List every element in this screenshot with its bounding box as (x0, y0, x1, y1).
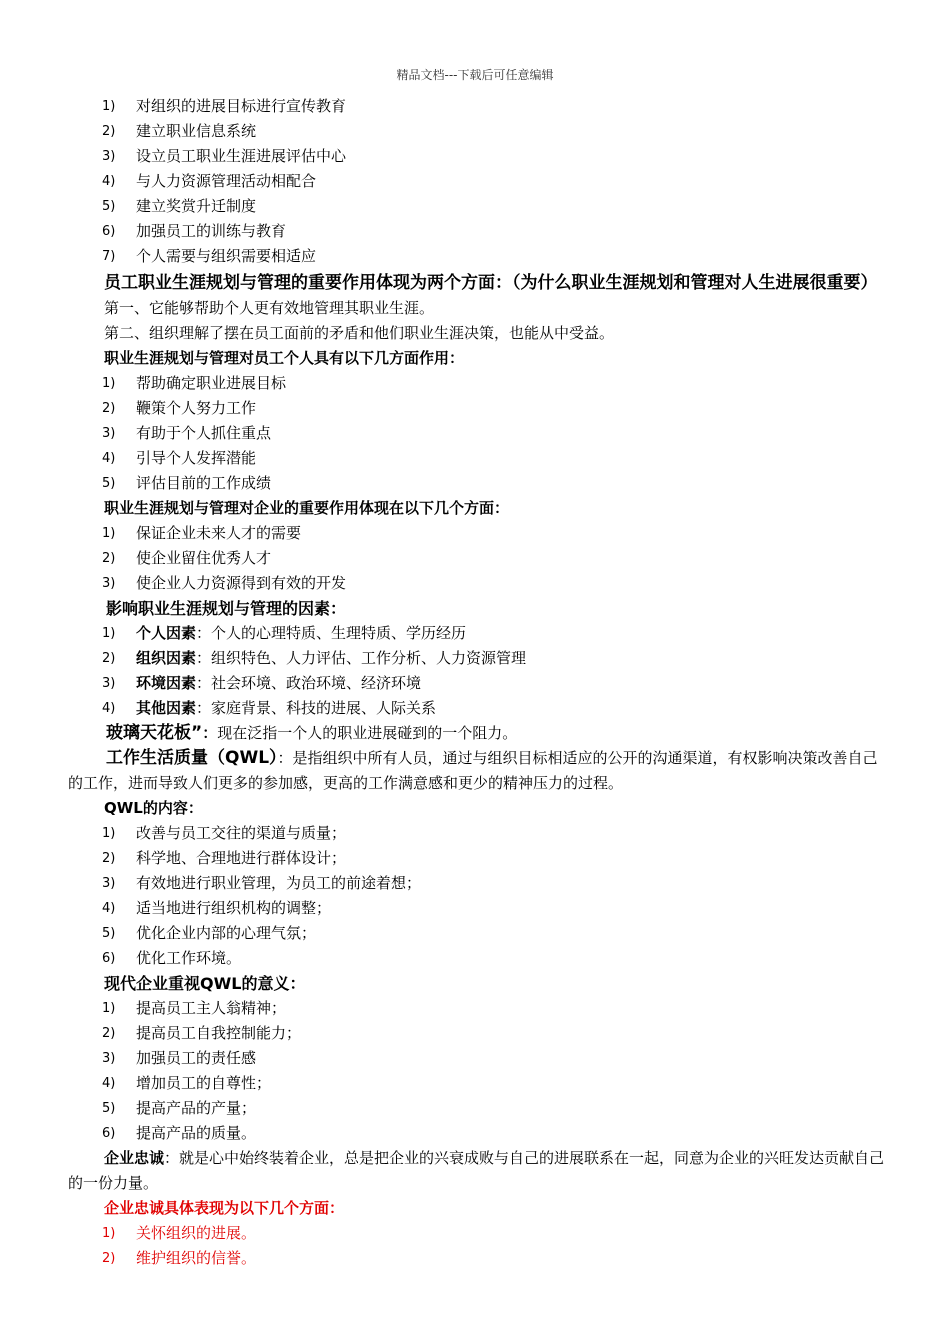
list-enterprise-effects (68, 521, 888, 596)
paragraph-glass-ceiling: 玻璃天花板”：现在泛指一个人的职业进展碰到的一个阻力。 (106, 723, 518, 743)
list-item: 1) 帮助确定职业进展目标 (102, 374, 287, 392)
list-item: 6) 优化工作环境。 (102, 949, 242, 967)
paragraph-qwl-definition: 工作生活质量（QWL）：是指组织中所有人员，通过与组织目标相适应的公开的沟通渠道，有权影响决策改善自己的工作，进而导致人们更多的参加感，更高的工作满意感和更少的精神压力的过程。 (68, 748, 878, 792)
list-item: 4) 引导个人发挥潜能 (102, 449, 257, 467)
list-item: 4) 与人力资源管理活动相配合 (102, 172, 317, 190)
list-item: 5) 优化企业内部的心理气氛； (102, 924, 317, 942)
page-header: 精品文档---下载后可任意编辑 (396, 68, 554, 82)
list-item: 3) 加强员工的责任感 (102, 1049, 257, 1067)
list-qwl-content (68, 821, 888, 971)
heading-importance: 员工职业生涯规划与管理的重要作用体现为两个方面：（为什么职业生涯规划和管理对人生进展很重要） (104, 273, 878, 293)
list-item: 7) 个人需要与组织需要相适应 (102, 247, 317, 265)
list-item: 6) 提高产品的质量。 (102, 1124, 257, 1142)
list-item: 3) 使企业人力资源得到有效的开发 (102, 574, 347, 592)
heading-individual-effects: 职业生涯规划与管理对员工个人具有以下几方面作用： (104, 349, 465, 367)
paragraph-loyalty-definition: 企业忠诚：就是心中始终装着企业，总是把企业的兴衰成败与自己的进展联系在一起，同意为企业的兴旺发达贡献自己的一份力量。 (68, 1149, 885, 1192)
paragraph-second-point: 第二、组织理解了摆在员工面前的矛盾和他们职业生涯决策，也能从中受益。 (104, 324, 615, 342)
heading-enterprise-effects: 职业生涯规划与管理对企业的重要作用体现在以下几个方面： (104, 499, 510, 517)
list-item: 4) 增加员工的自尊性； (102, 1074, 272, 1092)
list-item: 2) 科学地、合理地进行群体设计； (102, 849, 347, 867)
list-item: 2) 提高员工自我控制能力； (102, 1024, 302, 1042)
paragraph-first-point: 第一、它能够帮助个人更有效地管理其职业生涯。 (104, 299, 435, 317)
list-item: 5) 提高产品的产量； (102, 1099, 257, 1117)
list-item: 2) 组织因素：组织特色、人力评估、工作分析、人力资源管理 (102, 649, 527, 667)
list-item: 4) 适当地进行组织机构的调整； (102, 899, 332, 917)
factor-label: 环境因素 (136, 674, 197, 692)
list-individual-effects (68, 371, 888, 496)
list-item: 1) 个人因素：个人的心理特质、生理特质、学历经历 (102, 624, 467, 642)
list-qwl-meaning (68, 996, 888, 1146)
list-item: 1) 保证企业未来人才的需要 (102, 524, 302, 542)
list-factors (68, 621, 888, 721)
list-item: 3) 设立员工职业生涯进展评估中心 (102, 147, 347, 165)
list-item: 3) 有效地进行职业管理，为员工的前途着想； (102, 874, 422, 892)
list-item: 1) 对组织的进展目标进行宣传教育 (102, 97, 347, 115)
document-body (68, 94, 888, 1271)
list-item: 5) 建立奖赏升迁制度 (102, 197, 257, 215)
list-item: 2) 使企业留住优秀人才 (102, 549, 272, 567)
list-loyalty (68, 1221, 888, 1271)
list-item: 5) 评估目前的工作成绩 (102, 474, 272, 492)
list-measures (68, 94, 888, 269)
list-item: 1) 关怀组织的进展。 (102, 1224, 257, 1242)
list-item: 3) 有助于个人抓住重点 (102, 424, 272, 442)
heading-factors: 影响职业生涯规划与管理的因素： (106, 599, 347, 618)
heading-qwl-meaning: 现代企业重视QWL的意义： (104, 974, 306, 993)
heading-qwl-content: QWL的内容： (104, 799, 203, 817)
list-item: 2) 维护组织的信誉。 (102, 1249, 257, 1267)
term-glass-ceiling: 玻璃天花板” (106, 723, 203, 743)
list-item: 2) 建立职业信息系统 (102, 122, 257, 140)
list-item: 3) 环境因素：社会环境、政治环境、经济环境 (102, 674, 422, 692)
factor-label: 其他因素 (136, 699, 197, 717)
list-item: 1) 改善与员工交往的渠道与质量； (102, 824, 347, 842)
term-qwl: 工作生活质量（QWL） (106, 748, 278, 768)
list-item: 2) 鞭策个人努力工作 (102, 399, 257, 417)
factor-label: 组织因素 (136, 649, 197, 667)
heading-loyalty: 企业忠诚具体表现为以下几个方面： (104, 1199, 345, 1217)
list-item: 4) 其他因素：家庭背景、科技的进展、人际关系 (102, 699, 437, 717)
list-item: 1) 提高员工主人翁精神； (102, 999, 287, 1017)
factor-label: 个人因素 (136, 624, 197, 642)
list-item: 6) 加强员工的训练与教育 (102, 222, 287, 240)
term-loyalty: 企业忠诚 (104, 1149, 165, 1167)
